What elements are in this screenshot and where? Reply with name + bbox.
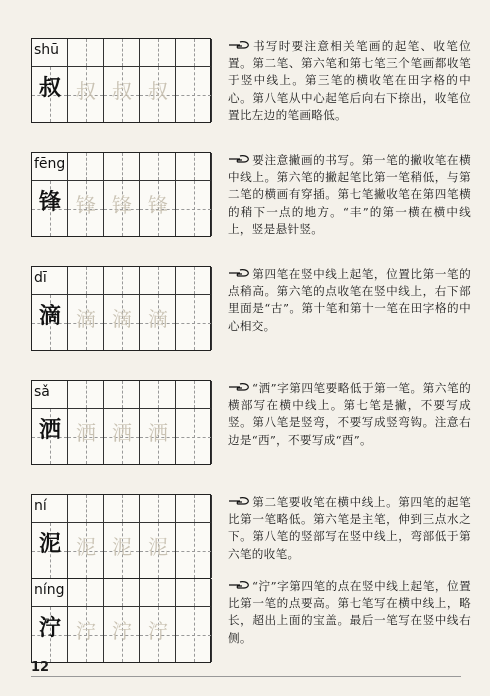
note-text: 要注意撇画的书写。第一笔的撇收笔在横中线上。第六笔的撇起笔比第一笔稍低，与第二笔的横画有穿插。第七笔撇收笔在第四笔横的稍下一点的地方。“丰”的第一横在横中线上，竖是悬针竖。 xyxy=(228,153,471,236)
trace-character: 泥 xyxy=(148,535,168,559)
writing-grid xyxy=(31,578,211,663)
pinyin-label: shū xyxy=(34,42,60,58)
practice-cell xyxy=(176,607,212,662)
pointing-hand-icon xyxy=(228,579,252,593)
stroke-note xyxy=(228,380,471,449)
pinyin-cell xyxy=(176,495,212,523)
pinyin-cell xyxy=(104,579,140,607)
pinyin-cell xyxy=(68,381,104,409)
trace-character: 泥 xyxy=(76,535,96,559)
stroke-note xyxy=(228,266,471,335)
practice-cell xyxy=(176,181,212,236)
pinyin-cell xyxy=(68,267,104,295)
pinyin-cell xyxy=(104,495,140,523)
stroke-note xyxy=(228,38,471,124)
trace-character: 叔 xyxy=(112,79,132,103)
trace-character: 泞 xyxy=(148,619,168,643)
pinyin-cell xyxy=(68,495,104,523)
pinyin-cell xyxy=(176,153,212,181)
model-character: 泥 xyxy=(38,531,61,557)
pinyin-label: fēng xyxy=(34,156,66,172)
character-entry xyxy=(31,152,471,247)
practice-cell xyxy=(176,295,212,350)
writing-grid xyxy=(31,266,211,351)
pinyin-cell xyxy=(176,39,212,67)
pointing-hand-icon xyxy=(228,495,252,509)
pointing-hand-icon xyxy=(228,39,252,53)
writing-grid xyxy=(31,38,211,123)
note-text: 第二笔要收笔在横中线上。第四笔的起笔比第一笔略低。第六笔是主笔，伸到三点水之下。第八笔的竖部写在竖中线上，弯部低于第六笔的收笔。 xyxy=(228,495,471,561)
pinyin-cell xyxy=(176,267,212,295)
page-divider xyxy=(31,676,461,677)
pinyin-label: sǎ xyxy=(34,384,50,400)
pointing-hand-icon xyxy=(228,381,252,395)
pinyin-cell xyxy=(140,495,176,523)
character-entry xyxy=(31,266,471,361)
pinyin-cell xyxy=(176,579,212,607)
trace-character: 锋 xyxy=(148,193,168,217)
model-character: 叔 xyxy=(38,75,61,101)
pointing-hand-icon xyxy=(228,153,252,167)
trace-character: 锋 xyxy=(112,193,132,217)
pinyin-label: ní xyxy=(34,498,47,514)
page-number: 12 xyxy=(31,660,50,675)
pinyin-label: níng xyxy=(34,582,65,598)
trace-character: 叔 xyxy=(76,79,96,103)
trace-character: 洒 xyxy=(76,421,96,445)
stroke-note xyxy=(228,494,471,563)
stroke-note xyxy=(228,578,471,647)
pinyin-cell xyxy=(68,579,104,607)
pinyin-cell xyxy=(140,153,176,181)
pinyin-cell xyxy=(140,39,176,67)
practice-cell xyxy=(176,409,212,464)
character-entry xyxy=(31,380,471,475)
pinyin-cell xyxy=(104,153,140,181)
note-text: “泞”字第四笔的点在竖中线上起笔，位置比第一笔的点要高。第七笔写在横中线上，略长，超出上面的宝盖。最后一笔写在竖中线右侧。 xyxy=(228,579,471,645)
pinyin-cell xyxy=(140,381,176,409)
model-character: 锋 xyxy=(38,189,61,215)
trace-character: 洒 xyxy=(112,421,132,445)
character-entry xyxy=(31,494,471,589)
trace-character: 锋 xyxy=(76,193,96,217)
pinyin-cell xyxy=(176,381,212,409)
pinyin-cell xyxy=(104,381,140,409)
character-entry xyxy=(31,38,471,133)
trace-character: 滴 xyxy=(76,307,96,331)
trace-character: 滴 xyxy=(148,307,168,331)
trace-character: 泞 xyxy=(112,619,132,643)
pinyin-label: dī xyxy=(34,270,47,286)
pinyin-cell xyxy=(140,579,176,607)
pinyin-cell xyxy=(140,267,176,295)
pinyin-cell xyxy=(68,153,104,181)
practice-cell xyxy=(176,523,212,578)
trace-character: 滴 xyxy=(112,307,132,331)
writing-grid xyxy=(31,380,211,465)
trace-character: 叔 xyxy=(148,79,168,103)
note-text: 第四笔在竖中线上起笔，位置比第一笔的点稍高。第六笔的点收笔在竖中线上，右下部里面是“古”。第十笔和第十一笔在田字格的中心相交。 xyxy=(228,267,471,333)
character-entry xyxy=(31,578,471,673)
trace-character: 泥 xyxy=(112,535,132,559)
pinyin-cell xyxy=(104,267,140,295)
stroke-note xyxy=(228,152,471,238)
writing-grid xyxy=(31,152,211,237)
writing-grid xyxy=(31,494,211,579)
model-character: 泞 xyxy=(38,615,61,641)
pinyin-cell xyxy=(68,39,104,67)
trace-character: 泞 xyxy=(76,619,96,643)
pointing-hand-icon xyxy=(228,267,252,281)
practice-cell xyxy=(176,67,212,122)
note-text: “洒”字第四笔要略低于第一笔。第六笔的横部写在横中线上。第七笔是撇，不要写成竖。第八笔是竖弯，不要写成竖弯钩。注意右边是“西”，不要写成“酉”。 xyxy=(228,381,471,447)
note-text: 书写时要注意相关笔画的起笔、收笔位置。第二笔、第六笔和第七笔三个笔画都收笔于竖中线上。第三笔的横收笔在田字格的中心。第八笔从中心起笔后向右下捺出，收笔位置比左边的笔画略低。 xyxy=(228,39,471,122)
pinyin-cell xyxy=(104,39,140,67)
model-character: 洒 xyxy=(38,417,61,443)
model-character: 滴 xyxy=(38,303,61,329)
trace-character: 洒 xyxy=(148,421,168,445)
